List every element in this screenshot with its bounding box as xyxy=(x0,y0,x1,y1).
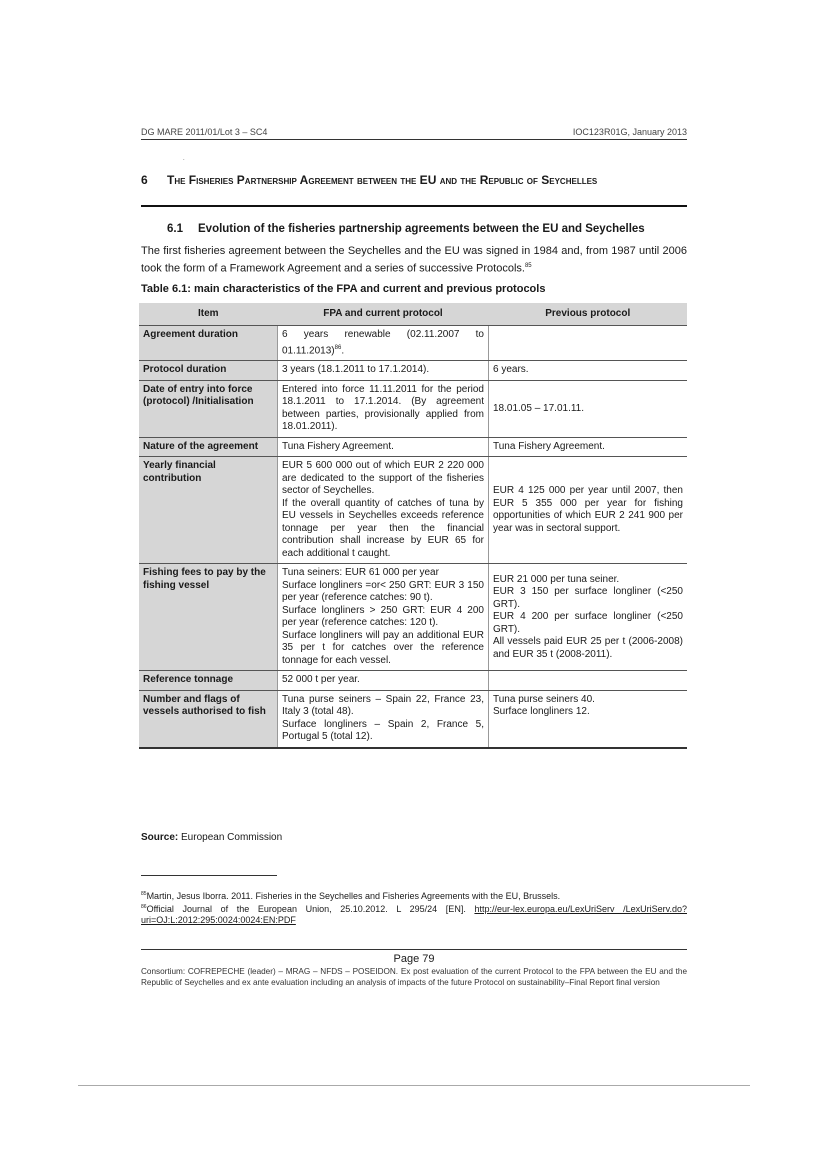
row-current-protocol xyxy=(278,564,489,671)
row-previous-protocol xyxy=(489,457,688,564)
page-number: Page 79 xyxy=(393,953,435,965)
previous-line: EUR 3 150 per surface longliner (<250 GRT). xyxy=(493,586,683,610)
row-item-label: Number and flags of vessels authorised to fish xyxy=(139,690,278,748)
current-line: Surface longliners > 250 GRT: EUR 4 200 per year (reference catches: 120 t). xyxy=(282,604,484,629)
section-title: Evolution of the fisheries partnership agreements between the EU and Seychelles xyxy=(198,223,645,235)
current-line: Tuna purse seiners – Spain 22, France 23, Italy 3 (total 48). xyxy=(282,693,484,718)
current-line: 52 000 t per year. xyxy=(282,674,360,686)
current-line: Surface longliners will pay an additional EUR 35 per t for catches over the reference tonnage for each vessel. xyxy=(282,629,484,666)
table-row xyxy=(139,671,687,691)
row-item-label: Nature of the agreement xyxy=(139,437,278,457)
footer-consortium: Consortium: COFREPECHE (leader) – MRAG – NFDS – POSEIDON. Ex post evaluation of the current Protocol to the FPA between the EU and the Republic of Seychelles and ex ante evaluation including an analysis of impacts of the future Protocol on sustainability–Final Report final version xyxy=(141,967,687,987)
row-item-label: Yearly financial contribution xyxy=(139,457,278,564)
row-item-label: Date of entry into force (protocol) /Initialisation xyxy=(139,380,278,437)
row-previous-protocol xyxy=(489,380,688,437)
table-row xyxy=(139,326,687,361)
current-line: If the overall quantity of catches of tuna by EU vessels in Seychelles exceeds reference tonnage per year then the financial contribution shall increase by EUR 65 for each additional t caught. xyxy=(282,497,484,559)
current-line: 3 years (18.1.2011 to 17.1.2014). xyxy=(282,364,430,376)
row-previous-protocol xyxy=(489,361,688,381)
previous-line: 6 years. xyxy=(493,364,529,376)
table-row xyxy=(139,564,687,671)
previous-line: EUR 4 125 000 per year until 2007, then EUR 5 355 000 per year for fishing opportunities of which EUR 2 241 900 per year was in sectoral support. xyxy=(493,485,683,534)
page-bottom-divider xyxy=(78,1085,750,1086)
intro-text: The first fisheries agreement between the Seychelles and the EU was signed in 1984 and, from 1987 until 2006 took the form of a Framework Agreement and a series of successive Protocols. xyxy=(141,245,687,275)
current-line: Tuna seiners: EUR 61 000 per year xyxy=(282,567,439,579)
previous-line: 18.01.05 – 17.01.11. xyxy=(493,402,585,414)
table-source xyxy=(141,832,282,843)
footnote-ref[interactable]: 85 xyxy=(524,263,532,269)
row-previous-protocol xyxy=(489,326,688,361)
current-line: Entered into force 11.11.2011 for the period 18.1.2011 to 17.1.2014. (By agreement between parties, provisionally applied from 18.01.2011). xyxy=(282,383,484,433)
row-current-protocol xyxy=(278,671,489,691)
stray-mark: . xyxy=(183,156,185,162)
footnote-divider xyxy=(141,875,277,876)
row-item-label: Protocol duration xyxy=(139,361,278,381)
table-caption: Table 6.1: main characteristics of the FPA and current and previous protocols xyxy=(141,283,546,295)
header-left: DG MARE 2011/01/Lot 3 – SC4 xyxy=(141,127,268,137)
header-divider xyxy=(141,139,687,140)
previous-line: All vessels paid EUR 25 per t (2006-2008) and EUR 35 t (2008-2011). xyxy=(493,636,683,660)
current-line: Surface longliners =or< 250 GRT: EUR 3 150 per year (reference catches: 90 t). xyxy=(282,579,484,604)
current-line: EUR 5 600 000 out of which EUR 2 220 000 are dedicated to the support of the fisheries sector of Seychelles. xyxy=(282,460,484,497)
row-item-label: Reference tonnage xyxy=(139,671,278,691)
footnote xyxy=(141,889,687,902)
table-row xyxy=(139,437,687,457)
row-previous-protocol xyxy=(489,564,688,671)
footnote-link[interactable]: http://eur-lex.europa.eu/LexUriServ /LexUriServ.do?uri=OJ:L:2012:295:0024:0024:EN:PDF xyxy=(141,904,687,925)
footer-divider xyxy=(141,949,687,950)
row-current-protocol xyxy=(278,361,489,381)
previous-line: Surface longliners 12. xyxy=(493,706,590,718)
row-current-protocol xyxy=(278,380,489,437)
row-item-label: Agreement duration xyxy=(139,326,278,361)
current-line: Surface longliners – Spain 2, France 5, Portugal 5 (total 12). xyxy=(282,718,484,743)
current-line: Tuna Fishery Agreement. xyxy=(282,440,394,452)
source-text: European Commission xyxy=(181,832,283,843)
chapter-divider xyxy=(141,205,687,207)
row-previous-protocol xyxy=(489,690,688,748)
header-previous: Previous protocol xyxy=(489,303,688,326)
table-row xyxy=(139,457,687,564)
section-number: 6.1 xyxy=(167,223,183,235)
table-body xyxy=(139,326,687,748)
footnote-number: 86 xyxy=(141,904,147,910)
current-line: 6 years renewable (02.11.2007 to 01.11.2013) xyxy=(282,329,484,356)
table-row xyxy=(139,690,687,748)
row-item-label: Fishing fees to pay by the fishing vessel xyxy=(139,564,278,671)
table-header-row xyxy=(139,303,687,326)
header-right: IOC123R01G, January 2013 xyxy=(572,127,687,137)
table-row xyxy=(139,361,687,381)
chapter-number: 6 xyxy=(141,173,148,187)
row-previous-protocol xyxy=(489,671,688,691)
row-current-protocol xyxy=(278,437,489,457)
chapter-title: The Fisheries Partnership Agreement between the EU and the Republic of Seychelles xyxy=(167,173,598,187)
footnote xyxy=(141,902,687,926)
previous-line: Tuna Fishery Agreement. xyxy=(493,440,605,452)
footnote-text: Martin, Jesus Iborra. 2011. Fisheries in the Seychelles and Fisheries Agreements with the EU, Brussels. xyxy=(146,891,561,901)
previous-line: Tuna purse seiners 40. xyxy=(493,693,595,705)
table-row xyxy=(139,380,687,437)
intro-paragraph xyxy=(141,244,687,277)
characteristics-table xyxy=(139,303,687,749)
current-line-wrap xyxy=(282,329,484,357)
footnotes xyxy=(141,889,687,926)
footnote-number: 85 xyxy=(141,891,147,897)
footnote-ref[interactable]: 86 xyxy=(334,344,342,351)
row-previous-protocol xyxy=(489,437,688,457)
row-current-protocol xyxy=(278,690,489,748)
row-current-protocol xyxy=(278,326,489,361)
header-item: Item xyxy=(139,303,278,326)
previous-line: EUR 4 200 per surface longliner (<250 GRT). xyxy=(493,611,683,635)
punctuation: . xyxy=(341,344,345,356)
previous-line: EUR 21 000 per tuna seiner. xyxy=(493,573,620,585)
row-current-protocol xyxy=(278,457,489,564)
source-label: Source: xyxy=(141,832,179,843)
footnote-text: Official Journal of the European Union, 25.10.2012. L 295/24 [EN]. xyxy=(146,904,475,914)
header-current: FPA and current protocol xyxy=(278,303,489,326)
